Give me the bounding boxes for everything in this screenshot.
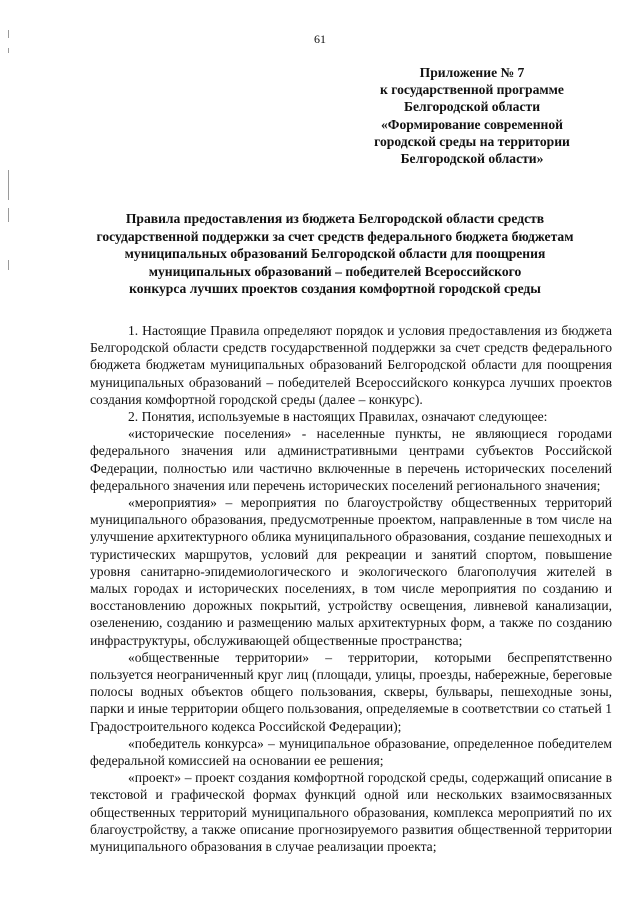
title-line: конкурса лучших проектов создания комфортной городской среды [129,281,541,297]
definition-measures: «мероприятия» – мероприятия по благоустройству общественных территорий муниципального образования, предусмотренные проектом, направленные в том числе на улучшение архитектурного облика муниципального образования, создание пешеходных и туристических маршрутов, условий для рекреации и занятий спортом, повышение уровня санитарно-эпидемиологического и экологического благополучия жителей в малых городах и исторических поселениях, в том числе мероприятия по созданию и восстановлению дорожных покрытий, устройству освещения, ливневой канализации, озеленению, созданию и размещению малых архитектурных форм, а также по созданию инфраструктуры, обслуживающей общественные пространства; [90,495,612,648]
definition-historical-settlements: «исторические поселения» - населенные пункты, не являющиеся городами федерального значения или административными центрами субъектов Российской Федерации, полностью или частично включенные в перечень исторических поселений федерального значения или перечень исторических поселений регионального значения; [90,426,612,493]
page-number: 61 [314,32,326,46]
document-body [90,322,612,855]
title-line: государственной поддержки за счет средств федерального бюджета бюджетам [96,228,574,244]
document-title [90,210,580,298]
appendix-line: городской среды на территории [374,133,570,149]
title-line: муниципальных образований – победителей Всероссийского [148,263,522,279]
definition-contest-winner: «победитель конкурса» – муниципальное образование, определенное победителем федеральной комиссией на основании ее решения; [90,735,612,769]
scan-margin-marks [6,20,12,320]
appendix-heading [342,64,602,167]
title-line: муниципальных образований Белгородской области для поощрения [124,246,546,262]
appendix-line: к государственной программе [380,82,564,98]
appendix-line: «Формирование современной [381,116,563,132]
paragraph-1: 1. Настоящие Правила определяют порядок и условия предоставления из бюджета Белгородской области средств государственной поддержки за счет средств федерального бюджета бюджетам муниципальных образований Белгородской области для поощрения муниципальных образований – победителей Всероссийского конкурса лучших проектов создания комфортной городской среды (далее – конкурс). [90,323,612,407]
appendix-line: Белгородской области» [400,151,544,167]
paragraph-2: 2. Понятия, используемые в настоящих Правилах, означают следующее: [128,409,548,425]
definition-public-territories: «общественные территории» – территории, которыми беспрепятственно пользуется неограниченный круг лиц (площади, улицы, проезды, набережные, береговые полосы водных объектов общего пользования, скверы, бульвары, пешеходные зоны, парки и иные территории общего пользования, определяемые в соответствии со статьей 1 Градостроительного кодекса Российской Федерации); [90,649,612,734]
definition-project: «проект» – проект создания комфортной городской среды, содержащий описание в текстовой и графической формах функций одной или нескольких взаимосвязанных общественных территорий муниципального образования, комплекса мероприятий по их благоустройству, а также описание прогнозируемого развития общественной территории муниципального образования в случае реализации проекта; [90,770,612,855]
title-line: Правила предоставления из бюджета Белгородской области средств [125,211,545,226]
appendix-line: Белгородской области [403,99,541,115]
appendix-line: Приложение № 7 [419,65,525,80]
